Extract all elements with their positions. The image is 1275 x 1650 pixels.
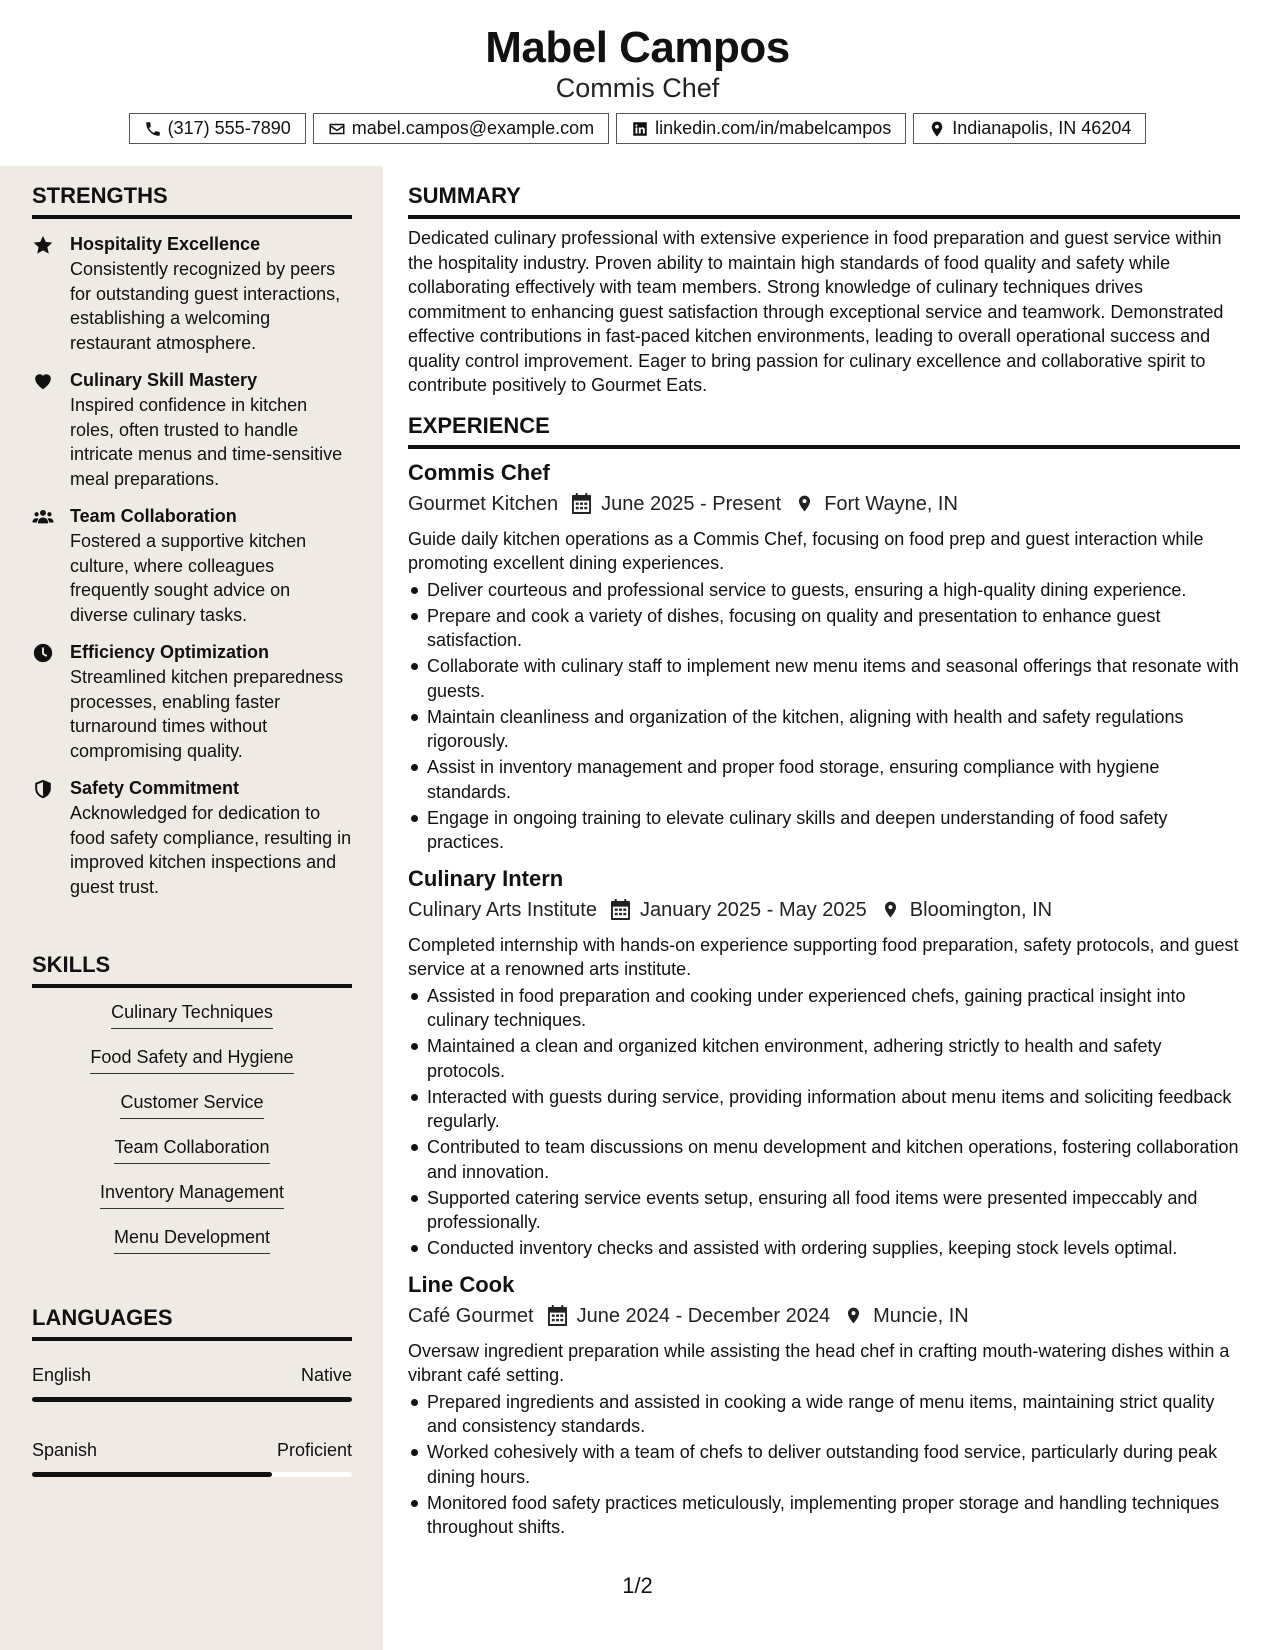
linkedin-icon	[631, 120, 649, 138]
job-company: Gourmet Kitchen	[408, 492, 559, 515]
clock-icon	[32, 642, 54, 664]
job-bullet: Prepare and cook a variety of dishes, focusing on quality and presentation to enhance guest satisfaction.	[408, 604, 1240, 653]
job-meta	[408, 1301, 1240, 1331]
calendar-icon	[611, 899, 630, 920]
contact-email-text: mabel.campos@example.com	[351, 118, 595, 138]
contact-phone-text: (317) 555-7890	[167, 118, 291, 138]
job-dates: June 2024 - December 2024	[576, 1304, 831, 1327]
job-bullets	[408, 1390, 1240, 1540]
job-entry	[408, 1271, 1240, 1540]
job-bullet: Supported catering service events setup, ensuring all food items were presented impeccably and professionally.	[408, 1186, 1240, 1235]
calendar-icon	[572, 493, 591, 514]
phone-icon	[144, 120, 162, 138]
strength-item	[32, 503, 352, 627]
job-bullet: Monitored food safety practices meticulously, implementing proper storage and handling techniques throughout shifts.	[408, 1491, 1240, 1540]
contact-location-text: Indianapolis, IN 46204	[952, 118, 1132, 138]
job-dates: June 2025 - Present	[601, 492, 782, 515]
job-role: Commis Chef	[408, 459, 550, 485]
users-icon	[32, 506, 54, 528]
main-content	[408, 166, 1240, 1541]
job-description: Completed internship with hands-on experience supporting food preparation, safety protocols, and guest service at a renowned arts institute.	[408, 934, 1239, 979]
strength-desc: Inspired confidence in kitchen roles, often trusted to handle intricate menus and time-sensitive meal preparations.	[70, 395, 343, 489]
job-bullet: Assist in inventory management and proper food storage, ensuring compliance with hygiene standards.	[408, 755, 1240, 804]
page-number: 1/2	[622, 1573, 653, 1598]
language-proficiency-bar	[32, 1472, 352, 1477]
calendar-icon	[548, 1305, 567, 1326]
job-bullet: Assisted in food preparation and cooking under experienced chefs, gaining practical insight into culinary techniques.	[408, 984, 1240, 1033]
job-bullet: Collaborate with culinary staff to implement new menu items and seasonal offerings that resonate with guests.	[408, 654, 1240, 703]
skill-item: Inventory Management	[100, 1180, 284, 1209]
strengths-heading: STRENGTHS	[32, 183, 352, 219]
map-pin-icon	[844, 1305, 863, 1326]
job-bullet: Conducted inventory checks and assisted with ordering supplies, keeping stock levels optimal.	[408, 1236, 1240, 1261]
skill-item: Customer Service	[120, 1090, 263, 1119]
contact-phone[interactable]	[129, 113, 306, 144]
language-item	[32, 1438, 352, 1477]
skill-item: Team Collaboration	[114, 1135, 269, 1164]
job-bullet: Maintained a clean and organized kitchen environment, adhering strictly to health and safety protocols.	[408, 1034, 1240, 1083]
job-bullet: Prepared ingredients and assisted in cooking a wide range of menu items, maintaining strict quality and consistency standards.	[408, 1390, 1240, 1439]
job-location: Bloomington, IN	[909, 898, 1053, 921]
job-role: Culinary Intern	[408, 865, 564, 891]
job-list	[408, 459, 1240, 1540]
envelope-icon	[328, 120, 346, 138]
contact-location[interactable]	[913, 113, 1146, 144]
shield-icon	[32, 778, 54, 800]
strength-item	[32, 639, 352, 763]
candidate-name: Mabel Campos	[485, 23, 790, 72]
strength-title: Team Collaboration	[70, 506, 237, 526]
job-bullet: Engage in ongoing training to elevate culinary skills and deepen understanding of food safety practices.	[408, 806, 1240, 855]
job-role: Line Cook	[408, 1271, 515, 1297]
skills-section	[32, 952, 352, 1270]
job-bullets	[408, 984, 1240, 1261]
strength-title: Culinary Skill Mastery	[70, 370, 258, 390]
contact-bar	[0, 113, 1275, 144]
map-pin-icon	[928, 120, 946, 138]
summary-text: Dedicated culinary professional with extensive experience in food preparation and guest service within the hospitality industry. Proven ability to maintain high standards of food quality and safety while collaborating effectively with team members. Strong knowledge of culinary techniques drives commitment to enhancing guest satisfaction through exceptional service and teamwork. Demonstrated effective contributions in fast-paced kitchen environments, leading to overall operational success and quality control improvement. Eager to bring passion for culinary excellence and collaborative spirit to contribute positively to Gourmet Eats.	[408, 228, 1224, 395]
summary-heading: SUMMARY	[408, 166, 1240, 219]
job-location: Muncie, IN	[873, 1304, 969, 1327]
job-entry	[408, 865, 1240, 1261]
job-bullet: Contributed to team discussions on menu development and kitchen operations, fostering collaboration and innovation.	[408, 1135, 1240, 1184]
language-item	[32, 1363, 352, 1402]
resume-header	[0, 0, 1275, 166]
contact-email[interactable]	[313, 113, 609, 144]
language-name: English	[32, 1365, 92, 1385]
heart-icon	[32, 370, 54, 392]
job-entry	[408, 459, 1240, 855]
job-dates: January 2025 - May 2025	[639, 898, 867, 921]
language-proficiency-bar	[32, 1397, 352, 1402]
job-bullet: Interacted with guests during service, providing information about menu items and soliciting feedback regularly.	[408, 1085, 1240, 1134]
job-bullets	[408, 578, 1240, 855]
skill-list	[32, 1000, 352, 1270]
contact-linkedin[interactable]	[616, 113, 906, 144]
strength-desc: Consistently recognized by peers for outstanding guest interactions, establishing a welcoming restaurant atmosphere.	[70, 259, 341, 353]
experience-heading: EXPERIENCE	[408, 413, 1240, 449]
skill-item: Menu Development	[114, 1225, 270, 1254]
skills-heading: SKILLS	[32, 952, 352, 988]
language-proficiency-fill	[32, 1397, 352, 1402]
job-bullet: Deliver courteous and professional service to guests, ensuring a high-quality dining experience.	[408, 578, 1240, 603]
language-level: Native	[300, 1365, 352, 1385]
strength-item	[32, 367, 352, 491]
job-meta	[408, 895, 1240, 925]
job-location: Fort Wayne, IN	[824, 492, 958, 515]
job-bullet: Maintain cleanliness and organization of the kitchen, aligning with health and safety regulations rigorously.	[408, 705, 1240, 754]
job-description: Guide daily kitchen operations as a Commis Chef, focusing on food prep and guest interaction while promoting excellent dining experiences.	[408, 528, 1204, 573]
language-proficiency-fill	[32, 1472, 272, 1477]
strengths-section	[32, 183, 352, 899]
contact-linkedin-text: linkedin.com/in/mabelcampos	[655, 118, 892, 138]
star-icon	[32, 234, 54, 256]
languages-heading: LANGUAGES	[32, 1305, 352, 1341]
skill-item: Food Safety and Hygiene	[90, 1045, 293, 1074]
map-pin-icon	[795, 493, 814, 514]
strength-title: Efficiency Optimization	[70, 642, 270, 662]
strength-desc: Acknowledged for dedication to food safety compliance, resulting in improved kitchen inspections and guest trust.	[70, 803, 352, 897]
strength-title: Safety Commitment	[70, 778, 240, 798]
language-name: Spanish	[32, 1440, 98, 1460]
strength-item	[32, 775, 352, 899]
skill-item: Culinary Techniques	[111, 1000, 273, 1029]
job-bullet: Worked cohesively with a team of chefs to deliver outstanding food service, particularly during peak dining hours.	[408, 1440, 1240, 1489]
job-meta	[408, 489, 1240, 519]
job-description: Oversaw ingredient preparation while assisting the head chef in crafting mouth-watering dishes within a vibrant café setting.	[408, 1340, 1230, 1385]
strength-desc: Streamlined kitchen preparedness processes, enabling faster turnaround times without compromising quality.	[70, 667, 344, 761]
languages-section	[32, 1305, 352, 1477]
job-company: Café Gourmet	[408, 1304, 534, 1327]
candidate-title: Commis Chef	[555, 73, 720, 103]
job-company: Culinary Arts Institute	[408, 898, 597, 921]
map-pin-icon	[881, 899, 900, 920]
strength-desc: Fostered a supportive kitchen culture, where colleagues frequently sought advice on diverse culinary tasks.	[70, 531, 307, 625]
sidebar	[0, 166, 383, 1650]
language-level: Proficient	[276, 1440, 352, 1460]
strength-title: Hospitality Excellence	[70, 234, 261, 254]
strength-item	[32, 231, 352, 355]
